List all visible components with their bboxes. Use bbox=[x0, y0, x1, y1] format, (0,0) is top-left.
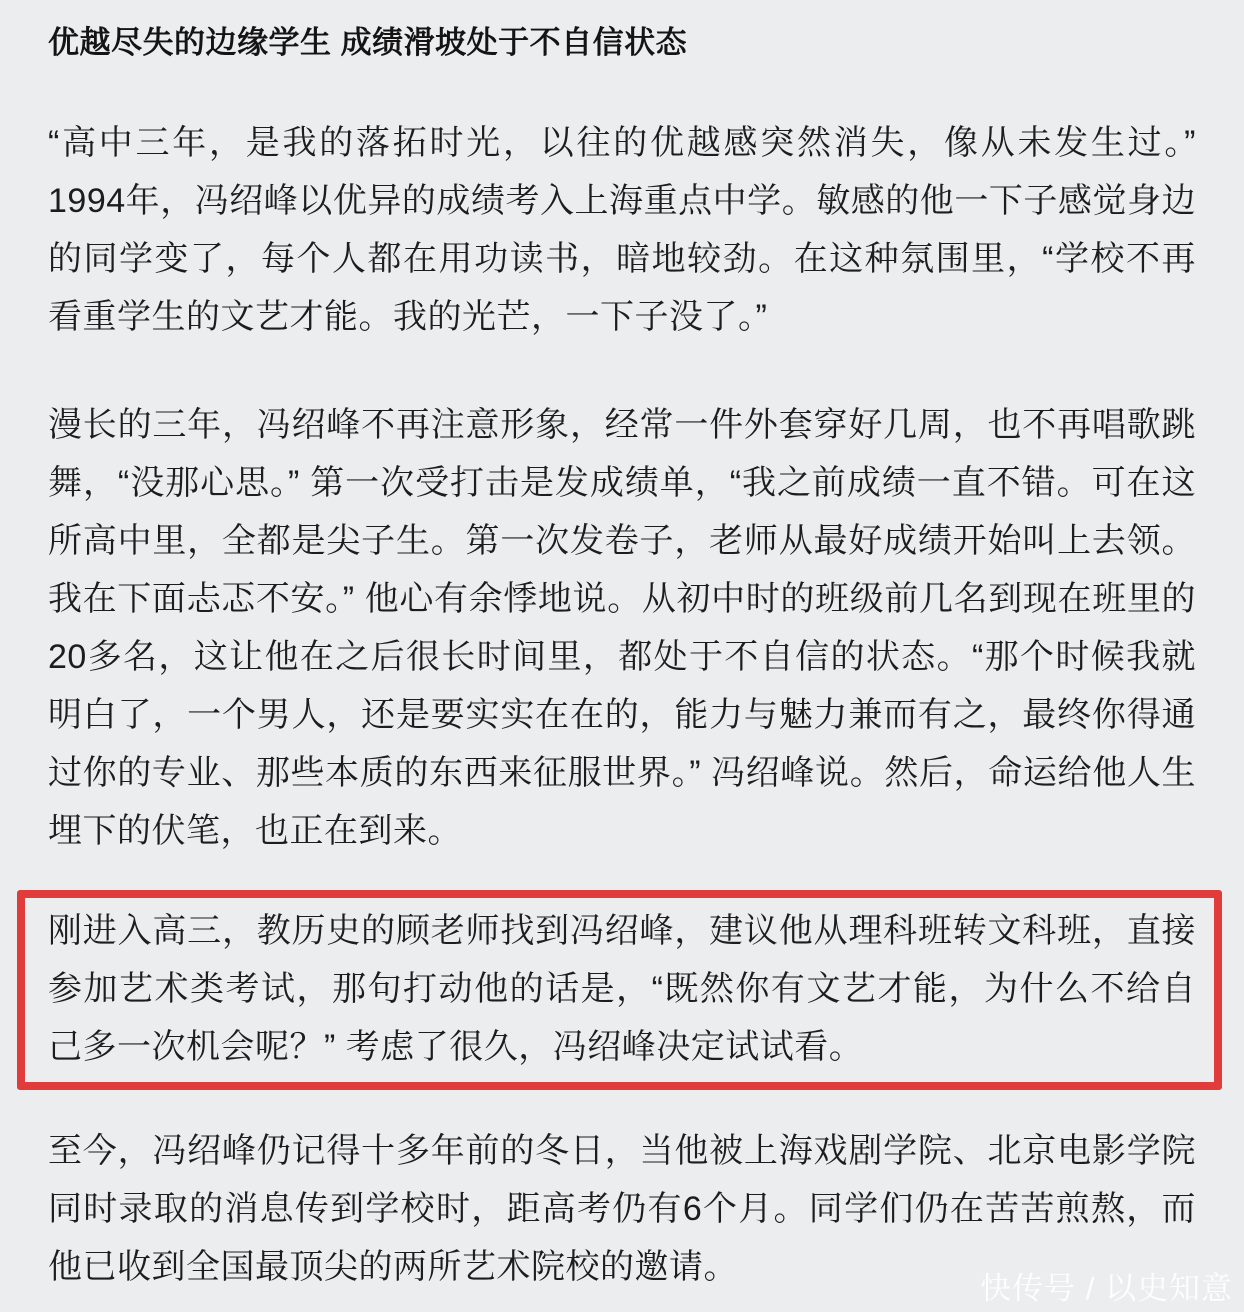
paragraph-1: “高中三年，是我的落拓时光，以往的优越感突然消失，像从未发生过。” 1994年，冯绍峰以优异的成绩考入上海重点中学。敏感的他一下子感觉身边的同学变了，每个人都在用功读书，暗地较劲。在这种氛围里，“学校不再看重学生的文艺才能。我的光芒，一下子没了。” bbox=[48, 124, 1196, 336]
paragraph-4: 至今，冯绍峰仍记得十多年前的冬日，当他被上海戏剧学院、北京电影学院同时录取的消息传到学校时，距高考仍有6个月。同学们仍在苦苦煎熬，而他已收到全国最顶尖的两所艺术院校的邀请。 bbox=[48, 1132, 1196, 1286]
highlighted-paragraph: 刚进入高三，教历史的顾老师找到冯绍峰，建议他从理科班转文科班，直接参加艺术类考试，那句打动他的话是，“既然你有文艺才能，为什么不给自己多一次机会呢？” 考虑了很久，冯绍峰决定试试看。 bbox=[17, 890, 1222, 1090]
watermark: 快传号 / 以史知意 bbox=[980, 1271, 1233, 1306]
paragraph-2: 漫长的三年，冯绍峰不再注意形象，经常一件外套穿好几周，也不再唱歌跳舞，“没那心思。” 第一次受打击是发成绩单，“我之前成绩一直不错。可在这所高中里，全都是尖子生。第一次发卷子，老师从最好成绩开始叫上去领。我在下面忐忑不安。” 他心有余悸地说。从初中时的班级前几名到现在班里的20多名，这让他在之后很长时间里，都处于不自信的状态。“那个时候我就明白了，一个男人，还是要实实在在的，能力与魅力兼而有之，最终你得通过你的专业、那些本质的东西来征服世界。” 冯绍峰说。然后，命运给他人生埋下的伏笔，也正在到来。 bbox=[48, 406, 1196, 850]
article-heading: 优越尽失的边缘学生 成绩滑坡处于不自信状态 bbox=[48, 25, 688, 60]
